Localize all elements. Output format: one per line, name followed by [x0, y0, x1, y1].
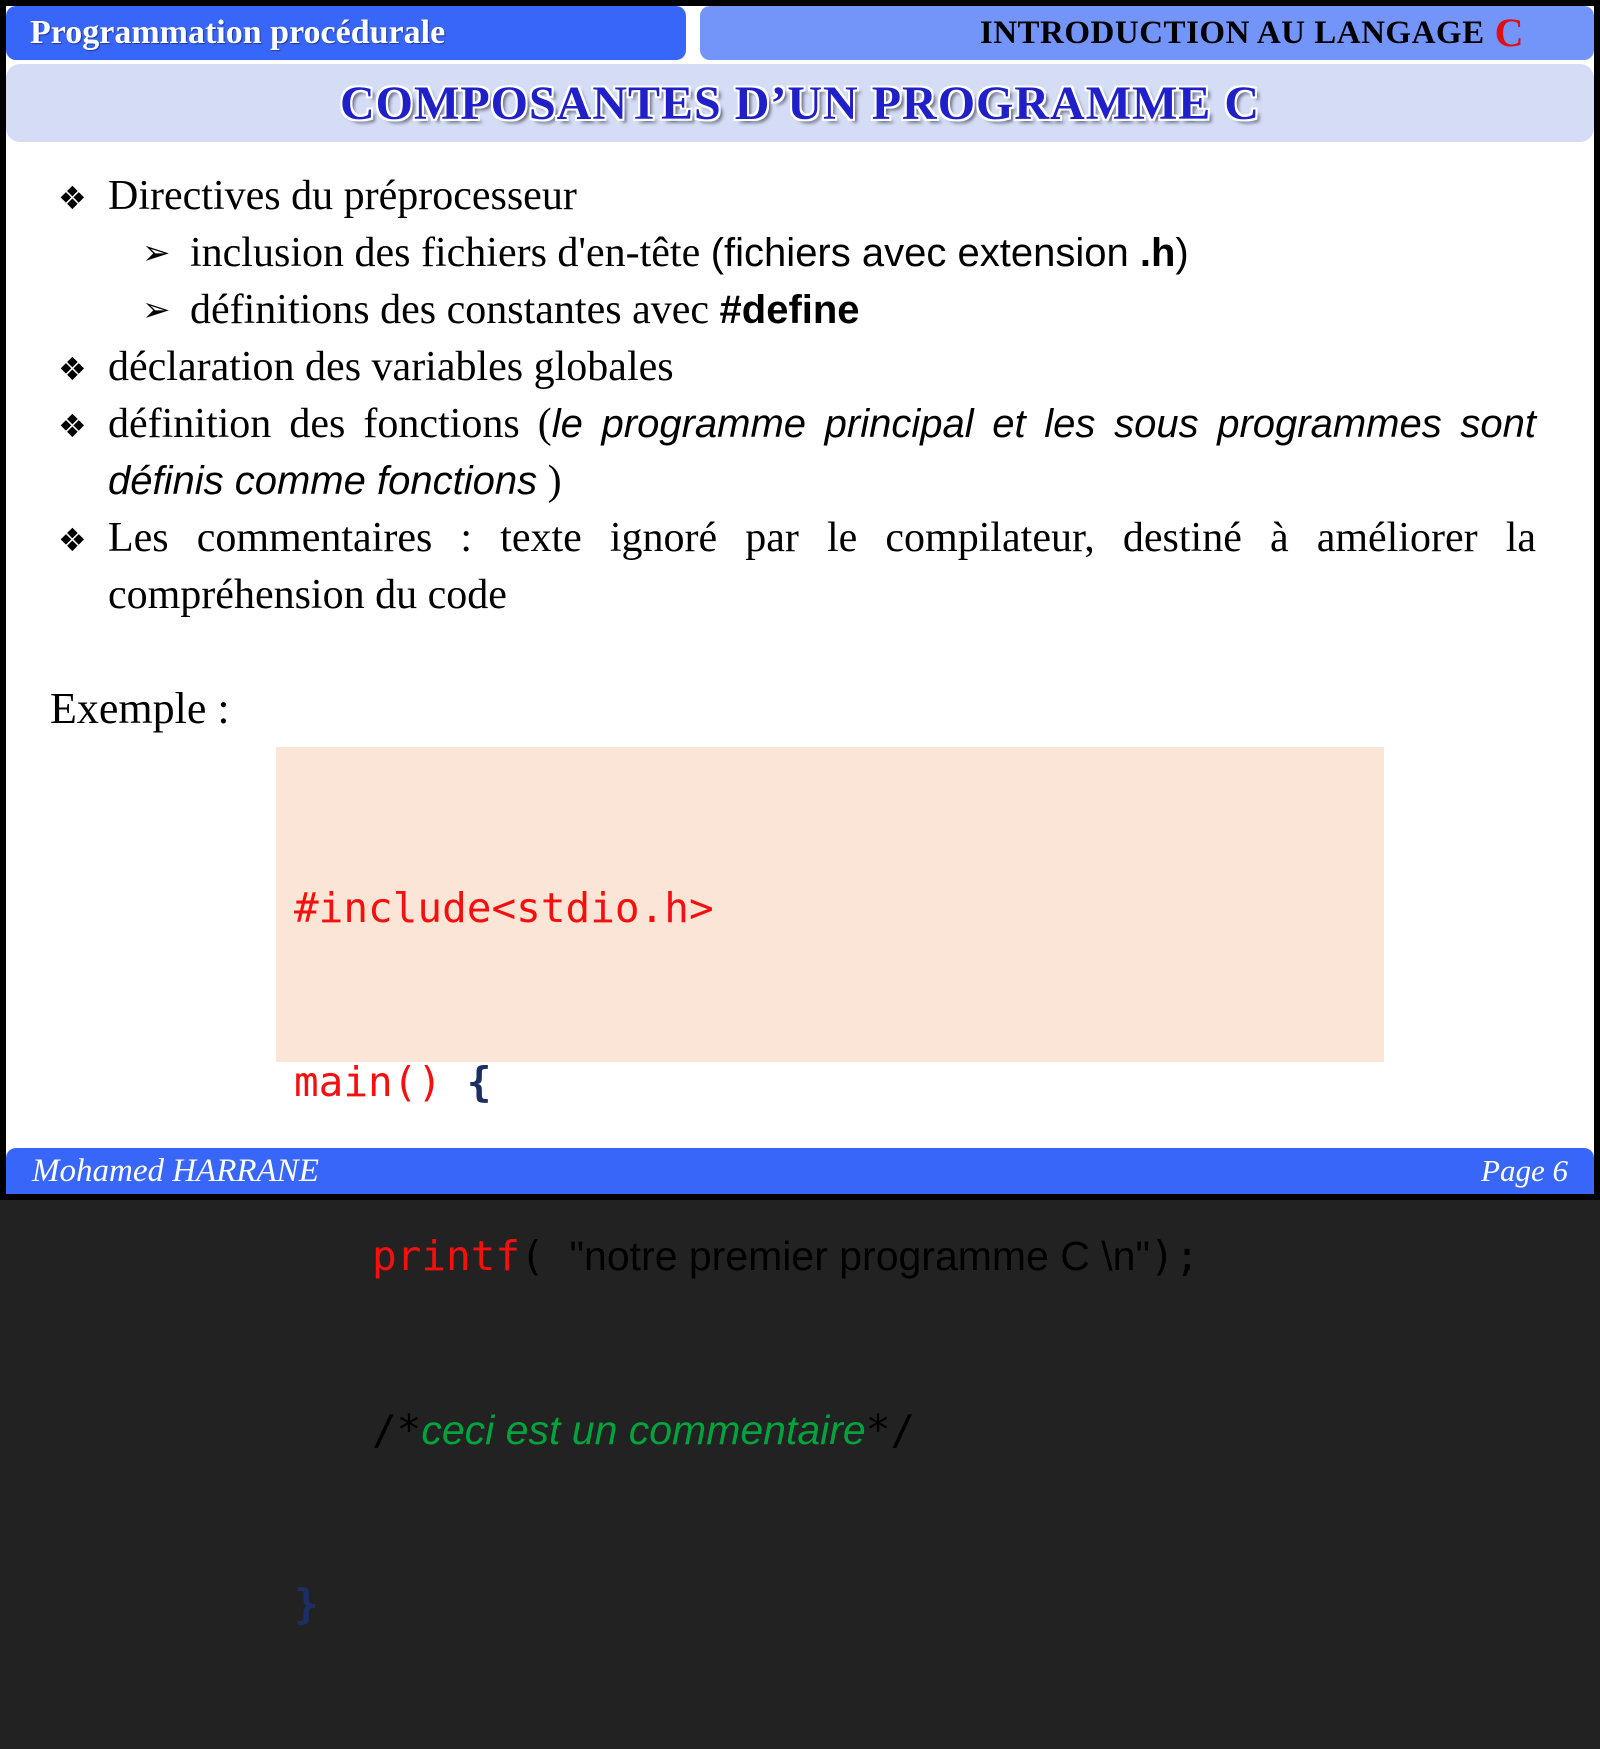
subbullet-definitions-define: #define [719, 288, 860, 332]
bullet-definition-fonctions [6, 396, 1536, 510]
code-line-main [294, 1053, 1384, 1111]
code-comment-text: ceci est un commentaire [421, 1407, 866, 1453]
bullet-definition-italic: le programme principal et les sous programmes sont définis comme fonctions [108, 402, 1536, 503]
code-include: #include<stdio.h> [294, 884, 714, 932]
subbullet-inclusion [6, 225, 1536, 282]
footer-bar [6, 1148, 1594, 1194]
top-header-row [6, 6, 1594, 66]
course-title: Programmation procédurale [30, 14, 446, 51]
arrow-bullet-icon: ➢ [142, 233, 171, 273]
code-line-include [294, 879, 1384, 937]
bullet-directives [6, 168, 1536, 225]
example-label: Exemple : [50, 684, 230, 733]
chapter-title-banner [700, 6, 1594, 60]
footer-author: Mohamed HARRANE [32, 1152, 319, 1189]
footer-page-number: Page 6 [1481, 1153, 1568, 1188]
slide-title-bar [6, 64, 1594, 142]
chapter-title-accent-c: C [1494, 10, 1524, 55]
subbullet-inclusion-close: ) [1175, 231, 1189, 275]
code-main: main() [294, 1058, 467, 1106]
code-close-brace: } [294, 1580, 319, 1628]
code-example-block [276, 747, 1384, 1628]
subbullet-inclusion-ext: .h [1139, 231, 1176, 275]
slide-title: COMPOSANTES D’UN PROGRAMME C [340, 76, 1260, 130]
bullet-commentaires [6, 510, 1536, 624]
bullet-definition-serif: définition des fonctions ( [108, 401, 552, 447]
bullet-declaration [6, 339, 1536, 396]
subbullet-inclusion-serif: inclusion des fichiers d'en-tête [190, 230, 711, 276]
code-comment-close: */ [865, 1406, 916, 1454]
diamond-bullet-icon: ❖ [58, 521, 87, 559]
chapter-title: INTRODUCTION AU LANGAGE [979, 14, 1485, 51]
arrow-bullet-icon: ➢ [142, 290, 171, 330]
subbullet-inclusion-sans: (fichiers avec extension [710, 231, 1140, 275]
subbullet-definitions [6, 282, 1536, 339]
bullet-commentaires-text: Les commentaires : texte ignoré par le compilateur, destiné à améliorer la compréhension du code [108, 515, 1536, 618]
code-line-printf [372, 1227, 1384, 1285]
code-line-closing [294, 1575, 1384, 1633]
diamond-bullet-icon: ❖ [58, 350, 87, 388]
bullet-directives-text: Directives du préprocesseur [108, 173, 577, 219]
code-open-brace: { [466, 1058, 492, 1106]
diamond-bullet-icon: ❖ [58, 407, 87, 445]
code-printf-open: ( [520, 1232, 570, 1280]
code-comment-open: /* [372, 1406, 422, 1454]
bullet-definition-close: ) [537, 458, 562, 504]
code-line-comment [372, 1401, 1384, 1459]
code-printf-close: ); [1150, 1232, 1200, 1280]
subbullet-definitions-serif: définitions des constantes avec [190, 287, 720, 333]
course-title-banner [6, 6, 686, 60]
code-printf: printf [372, 1232, 521, 1280]
bullet-declaration-text: déclaration des variables globales [108, 344, 674, 390]
diamond-bullet-icon: ❖ [58, 179, 87, 217]
code-printf-string: "notre premier programme C \n" [569, 1233, 1151, 1279]
